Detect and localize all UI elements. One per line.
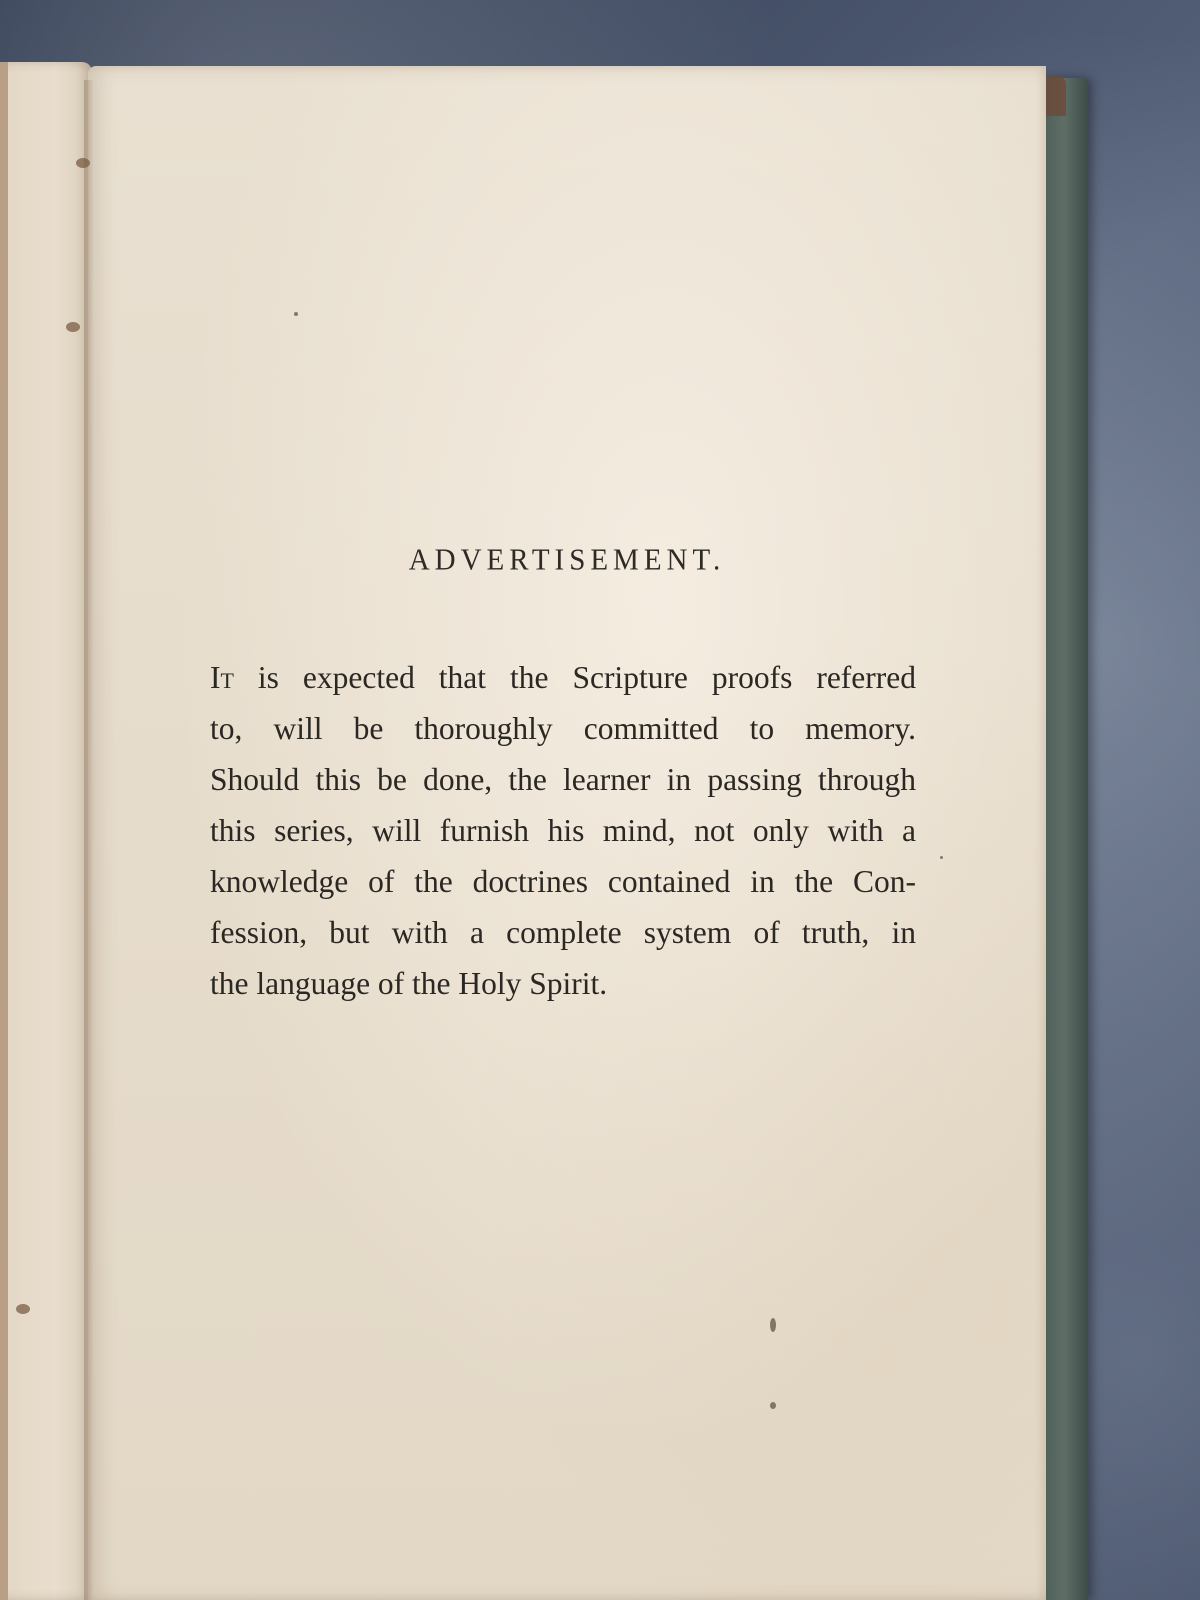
paragraph-line-5: knowledge of the doctrines contained in the Con- bbox=[210, 864, 916, 899]
paragraph-line-3: Should this be done, the learner in passing through bbox=[210, 762, 916, 797]
paper-speck bbox=[294, 312, 298, 316]
right-page bbox=[88, 66, 1046, 1600]
paper-speck bbox=[770, 1318, 776, 1332]
paragraph-line-1 bbox=[210, 652, 916, 703]
paragraph-lead-word: It bbox=[210, 660, 234, 695]
paragraph-line-2: to, will be thoroughly committed to memory. bbox=[210, 711, 916, 746]
paper-speck bbox=[940, 856, 943, 859]
paragraph-line-7: the language of the Holy Spirit. bbox=[210, 966, 608, 1001]
paragraph-line-6: fession, but with a complete system of truth, in bbox=[210, 915, 916, 950]
paragraph-line-1-text: is expected that the Scripture proofs referred bbox=[233, 660, 916, 695]
paragraph-line-4: this series, will furnish his mind, not only with a bbox=[210, 813, 916, 848]
left-page-edge bbox=[0, 62, 8, 1600]
advertisement-paragraph bbox=[210, 652, 916, 1009]
book-cover-edge bbox=[1040, 78, 1088, 1600]
page-gutter-shadow bbox=[84, 80, 94, 1600]
left-page bbox=[0, 62, 92, 1600]
binding-stitch bbox=[66, 322, 80, 332]
binding-stitch bbox=[16, 1304, 30, 1314]
paper-speck bbox=[770, 1402, 776, 1409]
page-heading: ADVERTISEMENT. bbox=[408, 543, 726, 577]
binding-stitch bbox=[76, 158, 90, 168]
